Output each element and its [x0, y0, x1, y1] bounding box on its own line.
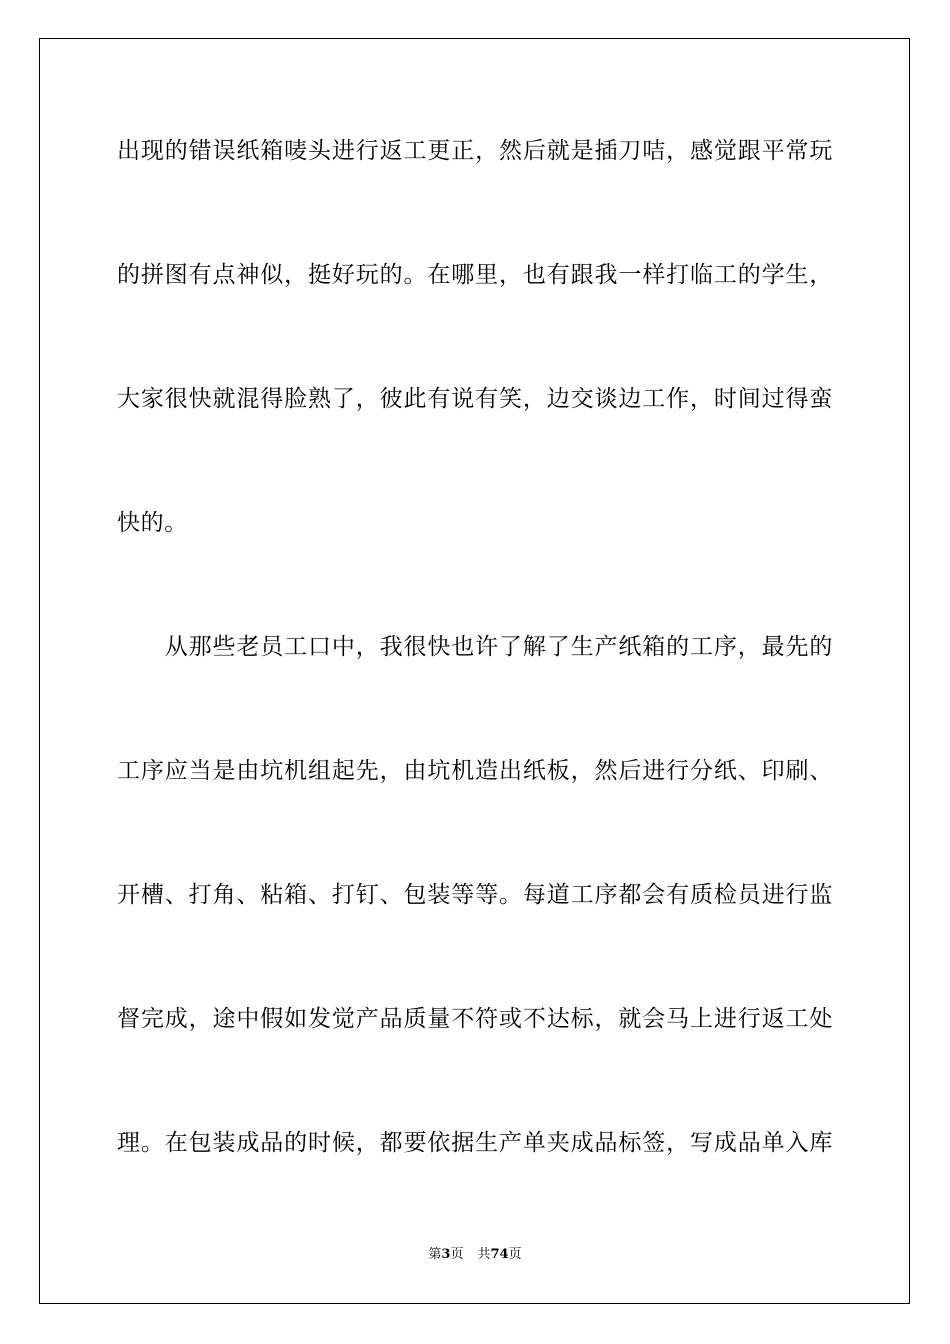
page-footer — [0, 1246, 950, 1264]
total-suffix: 页 — [508, 1247, 522, 1262]
text-line-3: 大家很快就混得脸熟了，彼此有说有笑，边交谈边工作，时间过得蛮 — [117, 386, 833, 412]
page-border — [39, 38, 910, 1304]
text-line-2: 的拼图有点神似，挺好玩的。在哪里，也有跟我一样打临工的学生， — [117, 262, 833, 288]
text-line-7: 开槽、打角、粘箱、打钉、包装等等。每道工序都会有质检员进行监 — [117, 882, 833, 908]
text-line-4: 快的。 — [117, 510, 188, 536]
total-pages: 74 — [490, 1247, 509, 1262]
text-line-1: 出现的错误纸箱唛头进行返工更正，然后就是插刀咭，感觉跟平常玩 — [117, 138, 833, 164]
page-suffix: 页 — [450, 1247, 464, 1262]
text-line-5: 从那些老员工口中，我很快也许了解了生产纸箱的工序，最先的 — [117, 634, 833, 660]
total-prefix: 共 — [477, 1247, 491, 1262]
text-line-6: 工序应当是由坑机组起先，由坑机造出纸板，然后进行分纸、印刷、 — [117, 758, 833, 784]
text-line-8: 督完成，途中假如发觉产品质量不符或不达标，就会马上进行返工处 — [117, 1006, 833, 1032]
page-prefix: 第 — [428, 1247, 442, 1262]
text-line-9: 理。在包装成品的时候，都要依据生产单夹成品标签，写成品单入库 — [117, 1130, 833, 1156]
page-number: 3 — [441, 1247, 451, 1262]
